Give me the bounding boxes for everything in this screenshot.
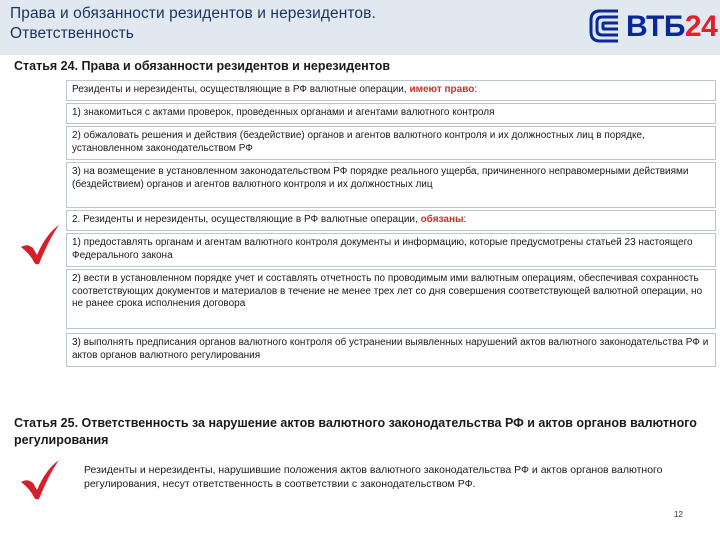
rights-highlight: имеют право [409,84,475,95]
rights-item-2: 2) обжаловать решения и действия (бездействие) органов и агентов валютного контроля и их должностных лиц в порядке, установленном законодательством РФ [66,126,716,160]
rights-intro-colon: : [474,84,478,95]
slide-title-line2: Ответственность [10,25,134,42]
checkmark-icon [18,457,62,501]
duties-intro-colon: : [463,214,467,225]
rights-intro-text: Резиденты и нерезиденты, осуществляющие в РФ валютные операции, [72,84,410,95]
duties-intro-text: 2. Резиденты и нерезиденты, осуществляющие в РФ валютные операции, [72,214,421,225]
logo-number: 24 [684,10,718,43]
slide-header [0,0,720,55]
duties-highlight: обязаны [420,214,464,225]
rights-item-1: 1) знакомиться с актами проверок, проведенных органами и агентами валютного контроля [66,103,716,124]
duties-item-2: 2) вести в установленном порядке учет и составлять отчетность по проводимым ими валютным операциям, обеспечивая сохранность соответствующих документов и материалов в течение не менее трех лет со дня совершения соответствующей валютной операции, но не ранее срока исполнения договора [66,269,716,329]
duties-item-3: 3) выполнять предписания органов валютного контроля об устранении выявленных нарушений актов валютного законодательства РФ и актов органов валютного регулирования [66,333,716,367]
vtb24-logo [586,4,718,48]
page-number: 12 [674,510,683,519]
duties-intro-box [66,210,716,231]
duties-item-1: 1) предоставлять органам и агентам валютного контроля документы и информацию, которые предусмотрены статьей 23 настоящего Федерального закона [66,233,716,267]
article25-title: Статья 25. Ответственность за нарушение актов валютного законодательства РФ и актов органов валютного регулирования [14,416,697,447]
slide-title [10,4,376,44]
logo-brand: ВТБ [626,10,685,43]
logo-text [626,11,717,43]
vtb-logo-mark-icon [588,9,622,43]
rights-intro-box [66,80,716,101]
slide-title-line1: Права и обязанности резидентов и нерезидентов. [10,5,376,22]
rights-item-3: 3) на возмещение в установленном законодательством РФ порядке реального ущерба, причиненного неправомерными действиями (бездействием) органов и агентов валютного контроля и их должностных лиц [66,162,716,208]
article25-text: Резиденты и нерезиденты, нарушившие положения актов валютного законодательства РФ и актов органов валютного регулирования, несут ответственность в соответствии с законодательством РФ. [66,460,716,494]
article24-title: Статья 24. Права и обязанности резидентов и нерезидентов [14,59,391,73]
checkmark-icon [18,222,62,266]
